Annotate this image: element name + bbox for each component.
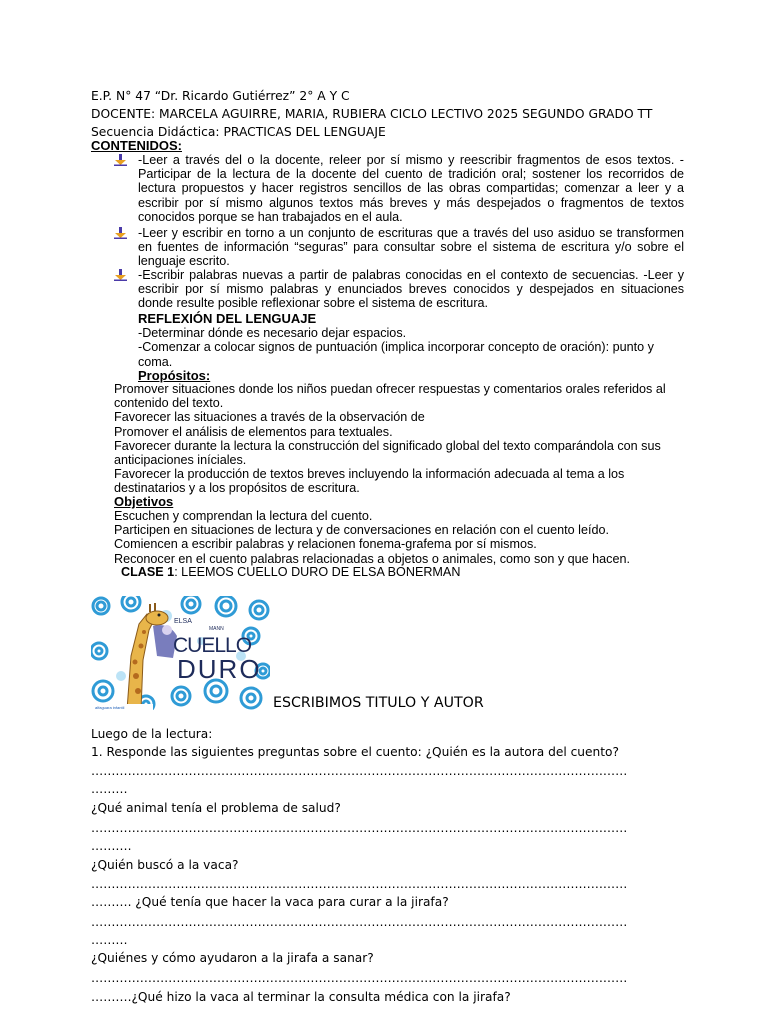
write-title-prompt: ESCRIBIMOS TITULO Y AUTOR (273, 695, 484, 711)
proposito-item: Promover el análisis de elementos para textuales. (114, 424, 393, 439)
school-header: E.P. N° 47 “Dr. Ricardo Gutiérrez” 2° A Y C (91, 89, 350, 103)
reflexion-line: -Comenzar a colocar signos de puntuación (implica incorporar concepto de oración): punto y coma. (138, 340, 654, 369)
clase-heading (121, 565, 460, 579)
proposito-item: Favorecer durante la lectura la construcción del significado global del texto comparándola con sus anticipaciones iníciales. (114, 438, 661, 468)
question-6-line (91, 990, 511, 1004)
contenido-text: -Leer y escribir en torno a un conjunto de escrituras que a través del uso asiduo se transformen en fuentes de información “seguras” para consultar sobre el sistema de escritura y/o sobre el lenguaje escrito. (138, 226, 684, 269)
question-6: ¿Qué hizo la vaca al terminar la consulta médica con la jirafa? (131, 990, 511, 1004)
cover-title-line1: CUELLO (173, 634, 252, 657)
teachers-header: DOCENTE: MARCELA AGUIRRE, MARIA, RUBIERA CICLO LECTIVO 2025 SEGUNDO GRADO TT (91, 107, 653, 121)
arrow-bullet-icon (114, 154, 128, 166)
reflexion-line: -Determinar dónde es necesario dejar espacios. (138, 326, 407, 341)
reflexion-block (138, 312, 683, 369)
contenido-item (114, 153, 684, 224)
question-4: ¿Qué tenía que hacer la vaca para curar a la jirafa? (131, 895, 449, 909)
after-reading-label: Luego de la lectura: (91, 727, 213, 741)
objetivo-item: Reconocer en el cuento palabras relacionadas a objetos o animales, como son y que hacen. (114, 551, 630, 566)
contenido-text: -Leer a través del o la docente, releer por sí mismo y reescribir fragmentos de esos textos. -Participar de la lectura de la docente del cuento de tradición oral; sostener los recorridos de lectura propuestos y hacer registros sencillos de las obras compartidas; comenzar a leer y a escribir por sí mismo algunos textos más breves y más despejados o fragmentos de textos conocidos porque se han trabajados en el aula. (138, 153, 684, 224)
answer-line[interactable]: …………………………………………………………………………………………………………………… (91, 877, 628, 891)
proposito-item: Favorecer las situaciones a través de la observación de (114, 410, 425, 425)
arrow-bullet-icon (114, 227, 128, 239)
objetivos-title: Objetivos (114, 494, 174, 509)
answer-line-tail[interactable]: ………. (91, 895, 132, 909)
propositos-list (114, 382, 684, 496)
answer-line-tail[interactable]: ……… (91, 933, 128, 947)
clase-label: CLASE 1 (121, 565, 175, 579)
question-5: ¿Quiénes y cómo ayudaron a la jirafa a sanar? (91, 951, 374, 965)
cover-author-bottom: MANN (209, 626, 224, 632)
question-1: 1. Responde las siguientes preguntas sobre el cuento: ¿Quién es la autora del cuento? (91, 745, 619, 759)
cover-author-top: ELSA (174, 618, 192, 625)
answer-line[interactable]: …………………………………………………………………………………………………………………… (91, 971, 628, 985)
arrow-bullet-icon (114, 269, 128, 281)
objetivo-item: Comiencen a escribir palabras y relacionen fonema-grafema por sí mismos. (114, 537, 537, 552)
proposito-item: Promover situaciones donde los niños puedan ofrecer respuestas y comentarios orales referidos al contenido del texto. (114, 382, 666, 411)
contenido-item (114, 268, 684, 311)
answer-line-tail[interactable]: ……… (91, 782, 128, 796)
answer-line[interactable]: …………………………………………………………………………………………………………………… (91, 915, 628, 929)
cover-title-line2: DURO (177, 654, 262, 684)
contenidos-title: CONTENIDOS: (91, 138, 182, 153)
question-4-line (91, 895, 449, 909)
contenido-item (114, 226, 684, 269)
objetivo-item: Participen en situaciones de lectura y de conversaciones en relación con el cuento leído. (114, 523, 609, 538)
objetivo-item: Escuchen y comprendan la lectura del cuento. (114, 509, 373, 523)
sequence-header: Secuencia Didáctica: PRACTICAS DEL LENGUAJE (91, 125, 386, 139)
answer-line[interactable]: …………………………………………………………………………………………………………………… (91, 821, 628, 835)
cover-publisher: alfaguara infantil (95, 705, 125, 710)
reflexion-title: REFLEXIÓN DEL LENGUAJE (138, 311, 317, 326)
propositos-title: Propósitos: (138, 368, 211, 383)
objetivos-list (114, 509, 684, 566)
answer-line[interactable]: …………………………………………………………………………………………………………………… (91, 764, 628, 778)
answer-line-tail[interactable]: ………. (91, 839, 132, 853)
question-2: ¿Qué animal tenía el problema de salud? (91, 801, 341, 815)
clase-text: : LEEMOS CUELLO DURO DE ELSA BONERMAN (174, 565, 461, 579)
answer-line-tail[interactable]: ………. (91, 990, 132, 1004)
book-cover-image (91, 596, 270, 710)
question-3: ¿Quién buscó a la vaca? (91, 858, 239, 872)
proposito-item: Favorecer la producción de textos breves incluyendo la información adecuada al tema a los destinatarios y a los propósitos de escritura. (114, 467, 625, 496)
contenido-text: -Escribir palabras nuevas a partir de palabras conocidas en el contexto de secuencias. -Leer y escribir por sí mismo palabras y enunciados breves conocidos y despejados en situaciones donde resulte posible reflexionar sobre el sistema de escritura. (138, 268, 684, 311)
